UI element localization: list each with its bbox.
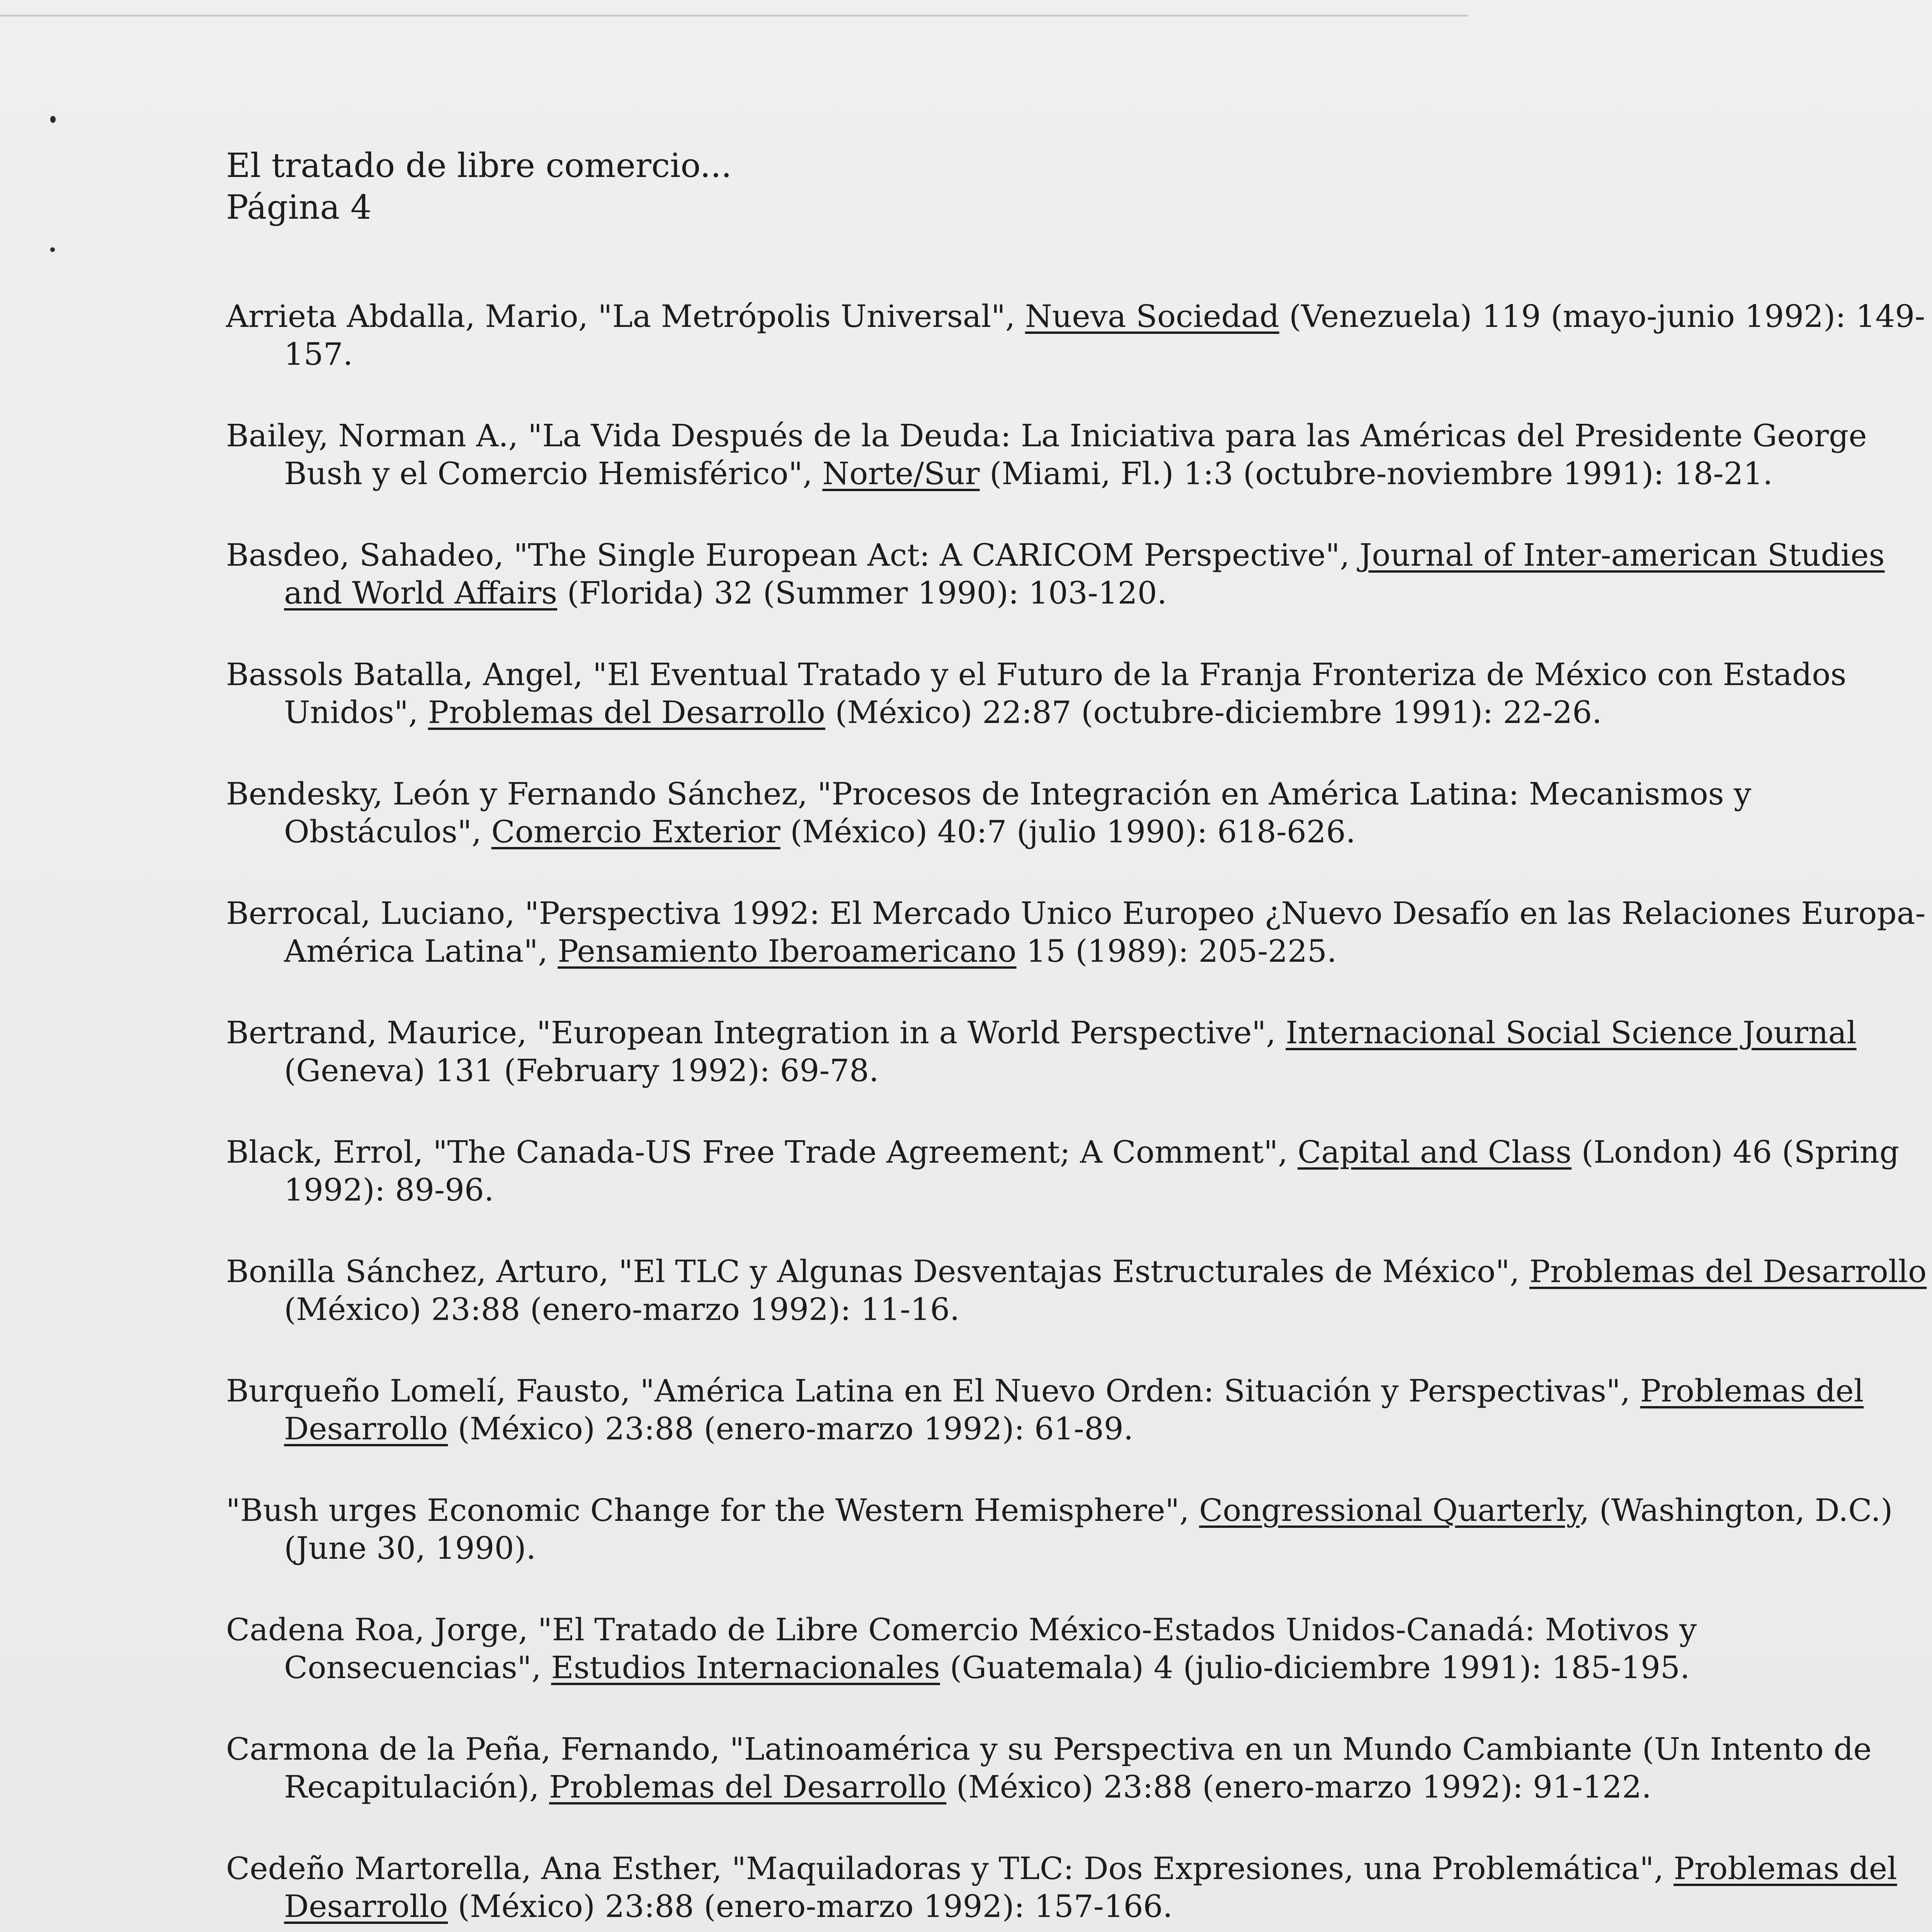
entry-details: (Geneva) 131 (February 1992): 69-78. bbox=[284, 1053, 879, 1088]
entry-source: Internacional Social Science Journal bbox=[1286, 1015, 1857, 1051]
bibliography-entry bbox=[226, 1611, 1932, 1687]
bibliography-entry bbox=[226, 536, 1932, 612]
entry-details: (Florida) 32 (Summer 1990): 103-120. bbox=[557, 575, 1167, 611]
entry-source: Problemas del Desarrollo bbox=[284, 1850, 1897, 1924]
bibliography-entry bbox=[226, 1253, 1932, 1328]
scan-top-edge bbox=[0, 15, 1468, 17]
entry-author-title: Bendesky, León y Fernando Sánchez, "Procesos de Integración en América Latina: Mecanismos y Obstáculos", bbox=[226, 776, 1752, 850]
entry-details: (México) 23:88 (enero-marzo 1992): 157-166. bbox=[448, 1888, 1173, 1924]
bibliography-entry bbox=[226, 1492, 1932, 1567]
entry-author-title: Bonilla Sánchez, Arturo, "El TLC y Algunas Desventajas Estructurales de México", bbox=[226, 1253, 1529, 1289]
scan-speck bbox=[50, 116, 56, 123]
entry-details: (México) 40:7 (julio 1990): 618-626. bbox=[780, 814, 1356, 850]
entry-author-title: Bassols Batalla, Angel, "El Eventual Tratado y el Futuro de la Franja Fronteriza de México con Estados Unidos", bbox=[226, 656, 1847, 730]
bibliography-entry bbox=[226, 895, 1932, 970]
entry-author-title: Burqueño Lomelí, Fausto, "América Latina en El Nuevo Orden: Situación y Perspectivas", bbox=[226, 1373, 1640, 1409]
entry-details: (México) 23:88 (enero-marzo 1992): 61-89. bbox=[448, 1411, 1134, 1447]
entry-details: (México) 23:88 (enero-marzo 1992): 91-122. bbox=[946, 1769, 1651, 1805]
entry-source: Problemas del Desarrollo bbox=[428, 694, 825, 730]
entry-author-title: "Bush urges Economic Change for the Western Hemisphere", bbox=[226, 1492, 1199, 1528]
entry-author-title: Cadena Roa, Jorge, "El Tratado de Libre Comercio México-Estados Unidos-Canadá: Motivos y Consecuencias", bbox=[226, 1612, 1697, 1685]
bibliography-entry bbox=[226, 1133, 1932, 1209]
entry-source: Problemas del Desarrollo bbox=[549, 1769, 947, 1805]
bibliography-entry bbox=[226, 1730, 1932, 1806]
bibliography-list bbox=[226, 298, 1932, 1932]
entry-details: 15 (1989): 205-225. bbox=[1016, 933, 1337, 969]
entry-author-title: Berrocal, Luciano, "Perspectiva 1992: El Mercado Unico Europeo ¿Nuevo Desafío en las Relaciones Europa-América Latina", bbox=[226, 895, 1926, 969]
entry-source: Estudios Internacionales bbox=[551, 1650, 940, 1685]
entry-author-title: Carmona de la Peña, Fernando, "Latinoamérica y su Perspectiva en un Mundo Cambiante (Un Intento de Recapitulación), bbox=[226, 1731, 1872, 1805]
entry-author-title: Basdeo, Sahadeo, "The Single European Act: A CARICOM Perspective", bbox=[226, 537, 1360, 573]
entry-source: Pensamiento Iberoamericano bbox=[558, 933, 1017, 969]
entry-details: (México) 23:88 (enero-marzo 1992): 11-16. bbox=[284, 1291, 960, 1327]
page-number: Página 4 bbox=[226, 188, 372, 227]
bibliography-entry bbox=[226, 1850, 1932, 1925]
bibliography-entry bbox=[226, 417, 1932, 493]
entry-source: Norte/Sur bbox=[822, 456, 980, 492]
entry-source: Nueva Sociedad bbox=[1025, 298, 1279, 334]
entry-details: (Miami, Fl.) 1:3 (octubre-noviembre 1991): 18-21. bbox=[980, 456, 1773, 492]
entry-source: Comercio Exterior bbox=[491, 814, 781, 850]
document-title: El tratado de libre comercio... bbox=[226, 146, 732, 185]
entry-author-title: Arrieta Abdalla, Mario, "La Metrópolis Universal", bbox=[226, 298, 1025, 334]
entry-source: Congressional Quarterly bbox=[1199, 1492, 1580, 1528]
entry-author-title: Bertrand, Maurice, "European Integration in a World Perspective", bbox=[226, 1015, 1286, 1051]
entry-source: Problemas del Desarrollo bbox=[1529, 1253, 1927, 1289]
entry-details: , (Washington, D.C.) (June 30, 1990). bbox=[284, 1492, 1893, 1566]
entry-source: Journal of Inter-american Studies and World Affairs bbox=[284, 537, 1885, 611]
bibliography-entry bbox=[226, 1372, 1932, 1448]
entry-details: (Guatemala) 4 (julio-diciembre 1991): 185-195. bbox=[940, 1650, 1690, 1685]
bibliography-entry bbox=[226, 298, 1932, 373]
entry-source: Problemas del Desarrollo bbox=[284, 1373, 1864, 1447]
page-header bbox=[226, 145, 732, 228]
entry-details: (México) 22:87 (octubre-diciembre 1991): 22-26. bbox=[825, 694, 1602, 730]
entry-source: Capital and Class bbox=[1298, 1134, 1572, 1170]
bibliography-entry bbox=[226, 656, 1932, 731]
bibliography-entry bbox=[226, 1014, 1932, 1090]
entry-details: (Venezuela) 119 (mayo-junio 1992): 149-157. bbox=[284, 298, 1925, 372]
entry-author-title: Black, Errol, "The Canada-US Free Trade Agreement; A Comment", bbox=[226, 1134, 1298, 1170]
entry-details: (London) 46 (Spring 1992): 89-96. bbox=[284, 1134, 1900, 1208]
entry-author-title: Bailey, Norman A., "La Vida Después de la Deuda: La Iniciativa para las Américas del Presidente George Bush y el Comercio Hemisférico", bbox=[226, 418, 1867, 492]
scan-speck bbox=[50, 247, 55, 252]
entry-author-title: Cedeño Martorella, Ana Esther, "Maquiladoras y TLC: Dos Expresiones, una Problemática", bbox=[226, 1850, 1674, 1886]
bibliography-entry bbox=[226, 775, 1932, 851]
